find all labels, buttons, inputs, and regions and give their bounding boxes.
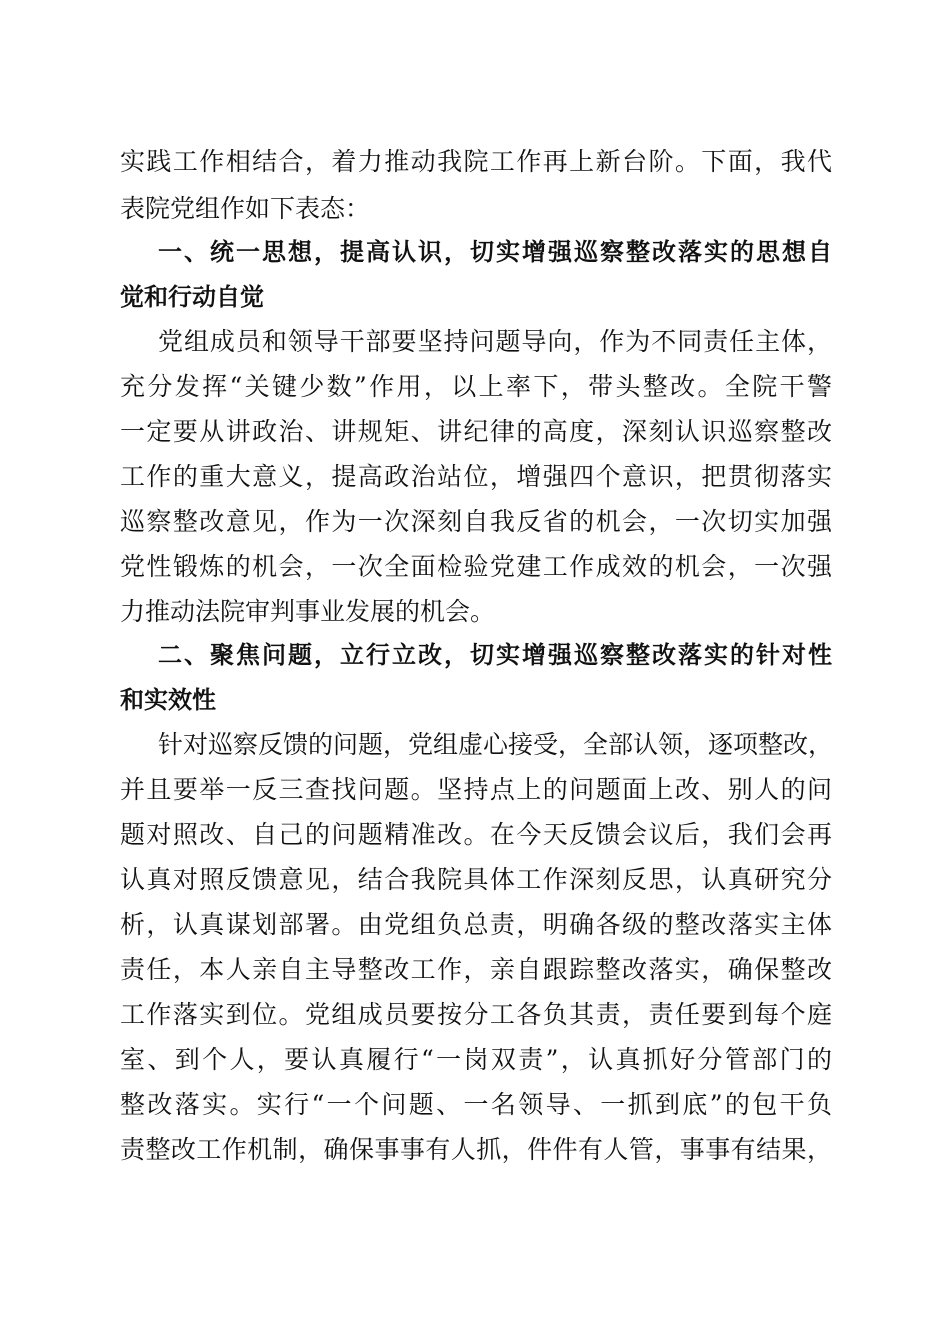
paragraph-line: 充分发挥“关键少数”作用，以上率下，带头整改。全院干警	[120, 372, 832, 401]
paragraph-line: 并且要举一反三查找问题。坚持点上的问题面上改、别人的问	[120, 775, 832, 804]
paragraph-line: 认真对照反馈意见，结合我院具体工作深刻反思，认真研究分	[120, 865, 832, 894]
section-heading-1: 一、统一思想，提高认识，切实增强巡察整改落实的思想自	[158, 238, 832, 266]
paragraph-line: 责整改工作机制，确保事事有人抓，件件有人管，事事有结果，	[120, 1135, 832, 1164]
section-heading-1: 觉和行动自觉	[120, 283, 264, 311]
section-heading-2: 二、聚焦问题，立行立改，切实增强巡察整改落实的针对性	[158, 641, 832, 669]
paragraph-line: 党性锻炼的机会，一次全面检验党建工作成效的机会，一次强	[120, 552, 832, 581]
paragraph-line: 析，认真谋划部署。由党组负总责，明确各级的整改落实主体	[120, 910, 832, 939]
intro-line: 表院党组作如下表态：	[120, 194, 371, 223]
paragraph-line: 针对巡察反馈的问题，党组虚心接受，全部认领，逐项整改，	[158, 730, 834, 759]
paragraph-line: 整改落实。实行“一个问题、一名领导、一抓到底”的包干负	[120, 1090, 832, 1119]
paragraph-line: 一定要从讲政治、讲规矩、讲纪律的高度，深刻认识巡察整改	[120, 417, 832, 446]
paragraph-line: 党组成员和领导干部要坚持问题导向，作为不同责任主体，	[158, 327, 832, 356]
paragraph-line: 巡察整改意见，作为一次深刻自我反省的机会，一次切实加强	[120, 507, 832, 536]
paragraph-line: 力推动法院审判事业发展的机会。	[120, 597, 496, 626]
intro-line: 实践工作相结合，着力推动我院工作再上新台阶。下面，我代	[120, 147, 832, 176]
paragraph-line: 工作的重大意义，提高政治站位，增强四个意识，把贯彻落实	[120, 462, 832, 491]
paragraph-line: 室、到个人，要认真履行“一岗双责”，认真抓好分管部门的	[120, 1045, 832, 1074]
paragraph-line: 工作落实到位。党组成员要按分工各负其责，责任要到每个庭	[120, 1000, 832, 1029]
paragraph-line: 题对照改、自己的问题精准改。在今天反馈会议后，我们会再	[120, 820, 832, 849]
paragraph-line: 责任，本人亲自主导整改工作，亲自跟踪整改落实，确保整改	[120, 955, 832, 984]
section-heading-2: 和实效性	[120, 686, 216, 714]
